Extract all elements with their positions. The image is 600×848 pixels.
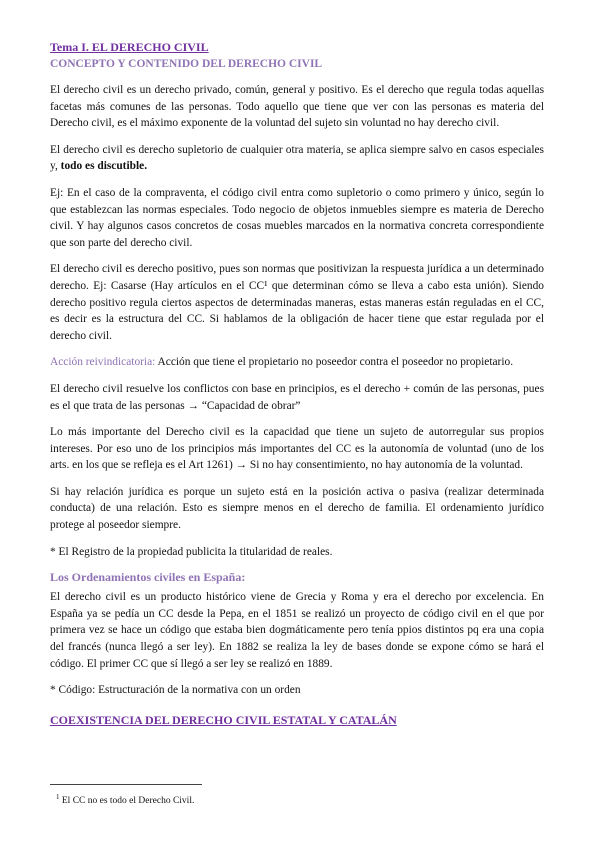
section-heading-ordenamientos: Los Ordenamientos civiles en España: [50, 570, 246, 585]
paragraph-compraventa-example: Ej: En el caso de la compraventa, el código civil entra como supletorio o como primero y único, según lo que establezcan las normas especiales. Todo negocio de objetos inmuebles siempre es materia de Derecho civil. Y hay algunos casos concretos de cosas muebles marcados en la normativa concreta correspondiente que son parte del derecho civil. [50, 186, 544, 249]
paragraph-definition: El derecho civil es un derecho privado, común, general y positivo. Es el derecho que regula todas aquellas facetas más comunes de las personas. Todo aquello que tiene que ver con las personas es materia del Derecho civil, es el máximo exponente de la voluntad del sujeto sin voluntad no hay derecho civil. [50, 84, 544, 130]
page-title: Tema I. EL DERECHO CIVIL [50, 40, 209, 54]
document-body [50, 40, 544, 728]
section-heading-coexistencia: COEXISTENCIA DEL DERECHO CIVIL ESTATAL Y CATALÁN [50, 712, 397, 727]
paragraph-legal-relation: Si hay relación jurídica es porque un sujeto está en la posición activa o pasiva (realizar determinada conducta) de una relación. Esto es siempre menos en el derecho de familia. El ordenamiento jurídico protege al poseedor siempre. [50, 485, 544, 532]
paragraph-autonomy: Lo más importante del Derecho civil es la capacidad que tiene un sujeto de autorregular sus propios intereses. Por eso uno de los principios más importantes del CC es la autonomía de voluntad (uno de los arts. en los que se refleja es el Art 1261) → Si no hay consentimiento, no hay autonomía de la voluntad. [50, 426, 544, 472]
footnote-marker: 1 [56, 793, 60, 801]
definition-accion-reivindicatoria: Acción que tiene el propietario no poseedor contra el poseedor no propietario. [155, 356, 514, 369]
paragraph-accion-reivindicatoria [50, 354, 544, 371]
page-subtitle: CONCEPTO Y CONTENIDO DEL DERECHO CIVIL [50, 58, 323, 70]
paragraph-principles: El derecho civil resuelve los conflictos con base en principios, es el derecho + común de las personas, pues es el que trata de las personas → “Capacidad de obrar” [50, 382, 544, 412]
footnote-divider [50, 784, 202, 785]
footnote-text: El CC no es todo el Derecho Civil. [59, 796, 195, 807]
note-codigo: * Código: Estructuración de la normativa con un orden [50, 684, 301, 697]
note-registro-propiedad: * El Registro de la propiedad publicita la titularidad de reales. [50, 545, 333, 558]
paragraph-positive-law: El derecho civil es derecho positivo, pues son normas que positivizan la respuesta jurídica a un determinado derecho. Ej: Casarse (Hay artículos en el CC¹ que determinan cómo se lleva a cabo esta unión). Siendo derecho positivo regula ciertos aspectos de determinadas maneras, estas maneras están reguladas en el CC, es decir es la estructura del CC. Si hablamos de la obligación de hacer tiene que estar regulada por el derecho civil. [50, 263, 544, 342]
paragraph-history: El derecho civil es un producto histórico viene de Grecia y Roma y era el derecho por excelencia. En España ya se pedía un CC desde la Pepa, en el 1851 se realizó un proyecto de código civil en el que por primera vez se hace un código que estaba bien dogmáticamente pero tenía ppios distintos pq era una copia del francés (nunca llegó a ser ley). En 1882 se realiza la ley de bases donde se expone cómo se hará el código. El primer CC que sí llegó a ser ley se realizó en 1889. [50, 591, 544, 670]
paragraph-supletorio-bold: todo es discutible. [60, 160, 148, 173]
paragraph-supletorio-text: El derecho civil es derecho supletorio de cualquier otra materia, se aplica siempre salvo en casos especiales y, [50, 143, 544, 173]
footnote [56, 791, 194, 807]
paragraph-supletorio [50, 142, 544, 175]
term-accion-reivindicatoria: Acción reivindicatoria: [50, 356, 156, 369]
